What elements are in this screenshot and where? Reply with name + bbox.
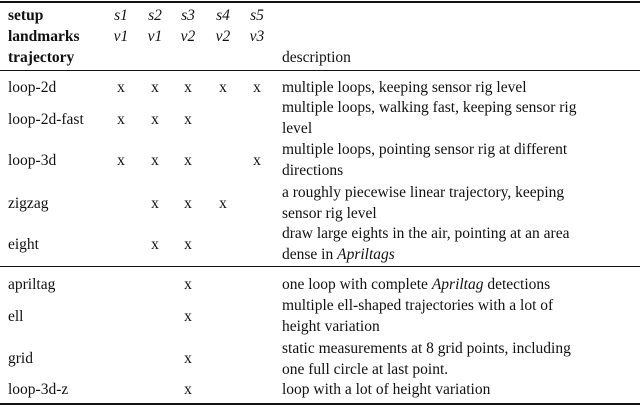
mark-s2: x bbox=[151, 195, 159, 212]
mark-s2: x bbox=[151, 236, 159, 253]
mark-s4: x bbox=[219, 79, 227, 96]
trajectory-name: loop-3d-z bbox=[8, 381, 69, 398]
header-description-label: description bbox=[282, 49, 351, 66]
header-setup-s5: s5 bbox=[250, 7, 264, 24]
trajectory-description: a roughly piecewise linear trajectory, keeping sensor rig level bbox=[282, 184, 565, 222]
trajectory-description: static measurements at 8 grid points, including one full circle at last point. bbox=[282, 340, 571, 378]
trajectory-name: loop-3d bbox=[8, 152, 57, 169]
mark-s3: x bbox=[184, 79, 192, 96]
header-landmark-1: v1 bbox=[113, 28, 129, 45]
mark-s3: x bbox=[184, 308, 192, 325]
apriltags-term: Apriltags bbox=[337, 245, 395, 263]
header-rule bbox=[0, 70, 640, 71]
header-landmark-2: v1 bbox=[147, 28, 163, 45]
header-landmark-3: v2 bbox=[180, 28, 196, 45]
trajectory-name: loop-2d bbox=[8, 79, 57, 96]
header-setup-s4: s4 bbox=[216, 7, 230, 24]
header-landmarks-label: landmarks bbox=[8, 28, 80, 45]
trajectory-name: apriltag bbox=[8, 276, 56, 293]
trajectory-description: multiple loops, walking fast, keeping sensor rig level bbox=[282, 99, 577, 137]
mark-s2: x bbox=[151, 79, 159, 96]
trajectory-name: zigzag bbox=[8, 195, 49, 212]
header-landmark-5: v3 bbox=[249, 28, 265, 45]
header-setup-s3: s3 bbox=[181, 7, 195, 24]
trajectory-description: multiple ell-shaped trajectories with a lot of height variation bbox=[282, 297, 554, 335]
mark-s3: x bbox=[184, 152, 192, 169]
trajectory-name: grid bbox=[8, 350, 33, 367]
apriltag-term: Apriltag bbox=[431, 276, 484, 293]
mark-s5: x bbox=[253, 79, 261, 96]
trajectory-name: ell bbox=[8, 308, 24, 325]
mark-s3: x bbox=[184, 276, 192, 293]
trajectory-name: eight bbox=[8, 236, 39, 253]
mark-s3: x bbox=[184, 381, 192, 398]
top-rule bbox=[0, 1, 640, 3]
header-setup-s1: s1 bbox=[114, 7, 128, 24]
mark-s3: x bbox=[184, 195, 192, 212]
mark-s1: x bbox=[117, 152, 125, 169]
section-rule bbox=[0, 266, 640, 267]
trajectory-description: multiple loops, pointing sensor rig at different directions bbox=[282, 141, 568, 179]
mark-s3: x bbox=[184, 111, 192, 128]
mark-s2: x bbox=[151, 111, 159, 128]
header-setup-s2: s2 bbox=[148, 7, 162, 24]
header-trajectory-label: trajectory bbox=[8, 49, 75, 66]
mark-s2: x bbox=[151, 152, 159, 169]
trajectory-description: loop with a lot of height variation bbox=[282, 381, 491, 398]
trajectory-description: one loop with complete Apriltag detections bbox=[282, 276, 551, 293]
trajectory-description: draw large eights in the air, pointing at an area dense in Apriltags bbox=[282, 225, 570, 263]
mark-s5: x bbox=[253, 152, 261, 169]
header-setup-label: setup bbox=[8, 7, 44, 24]
mark-s3: x bbox=[184, 350, 192, 367]
mark-s1: x bbox=[117, 111, 125, 128]
bottom-rule bbox=[0, 403, 640, 405]
mark-s4: x bbox=[219, 195, 227, 212]
trajectory-name: loop-2d-fast bbox=[8, 111, 84, 128]
mark-s1: x bbox=[117, 79, 125, 96]
trajectory-description: multiple loops, keeping sensor rig level bbox=[282, 79, 527, 96]
mark-s3: x bbox=[184, 236, 192, 253]
header-landmark-4: v2 bbox=[215, 28, 231, 45]
